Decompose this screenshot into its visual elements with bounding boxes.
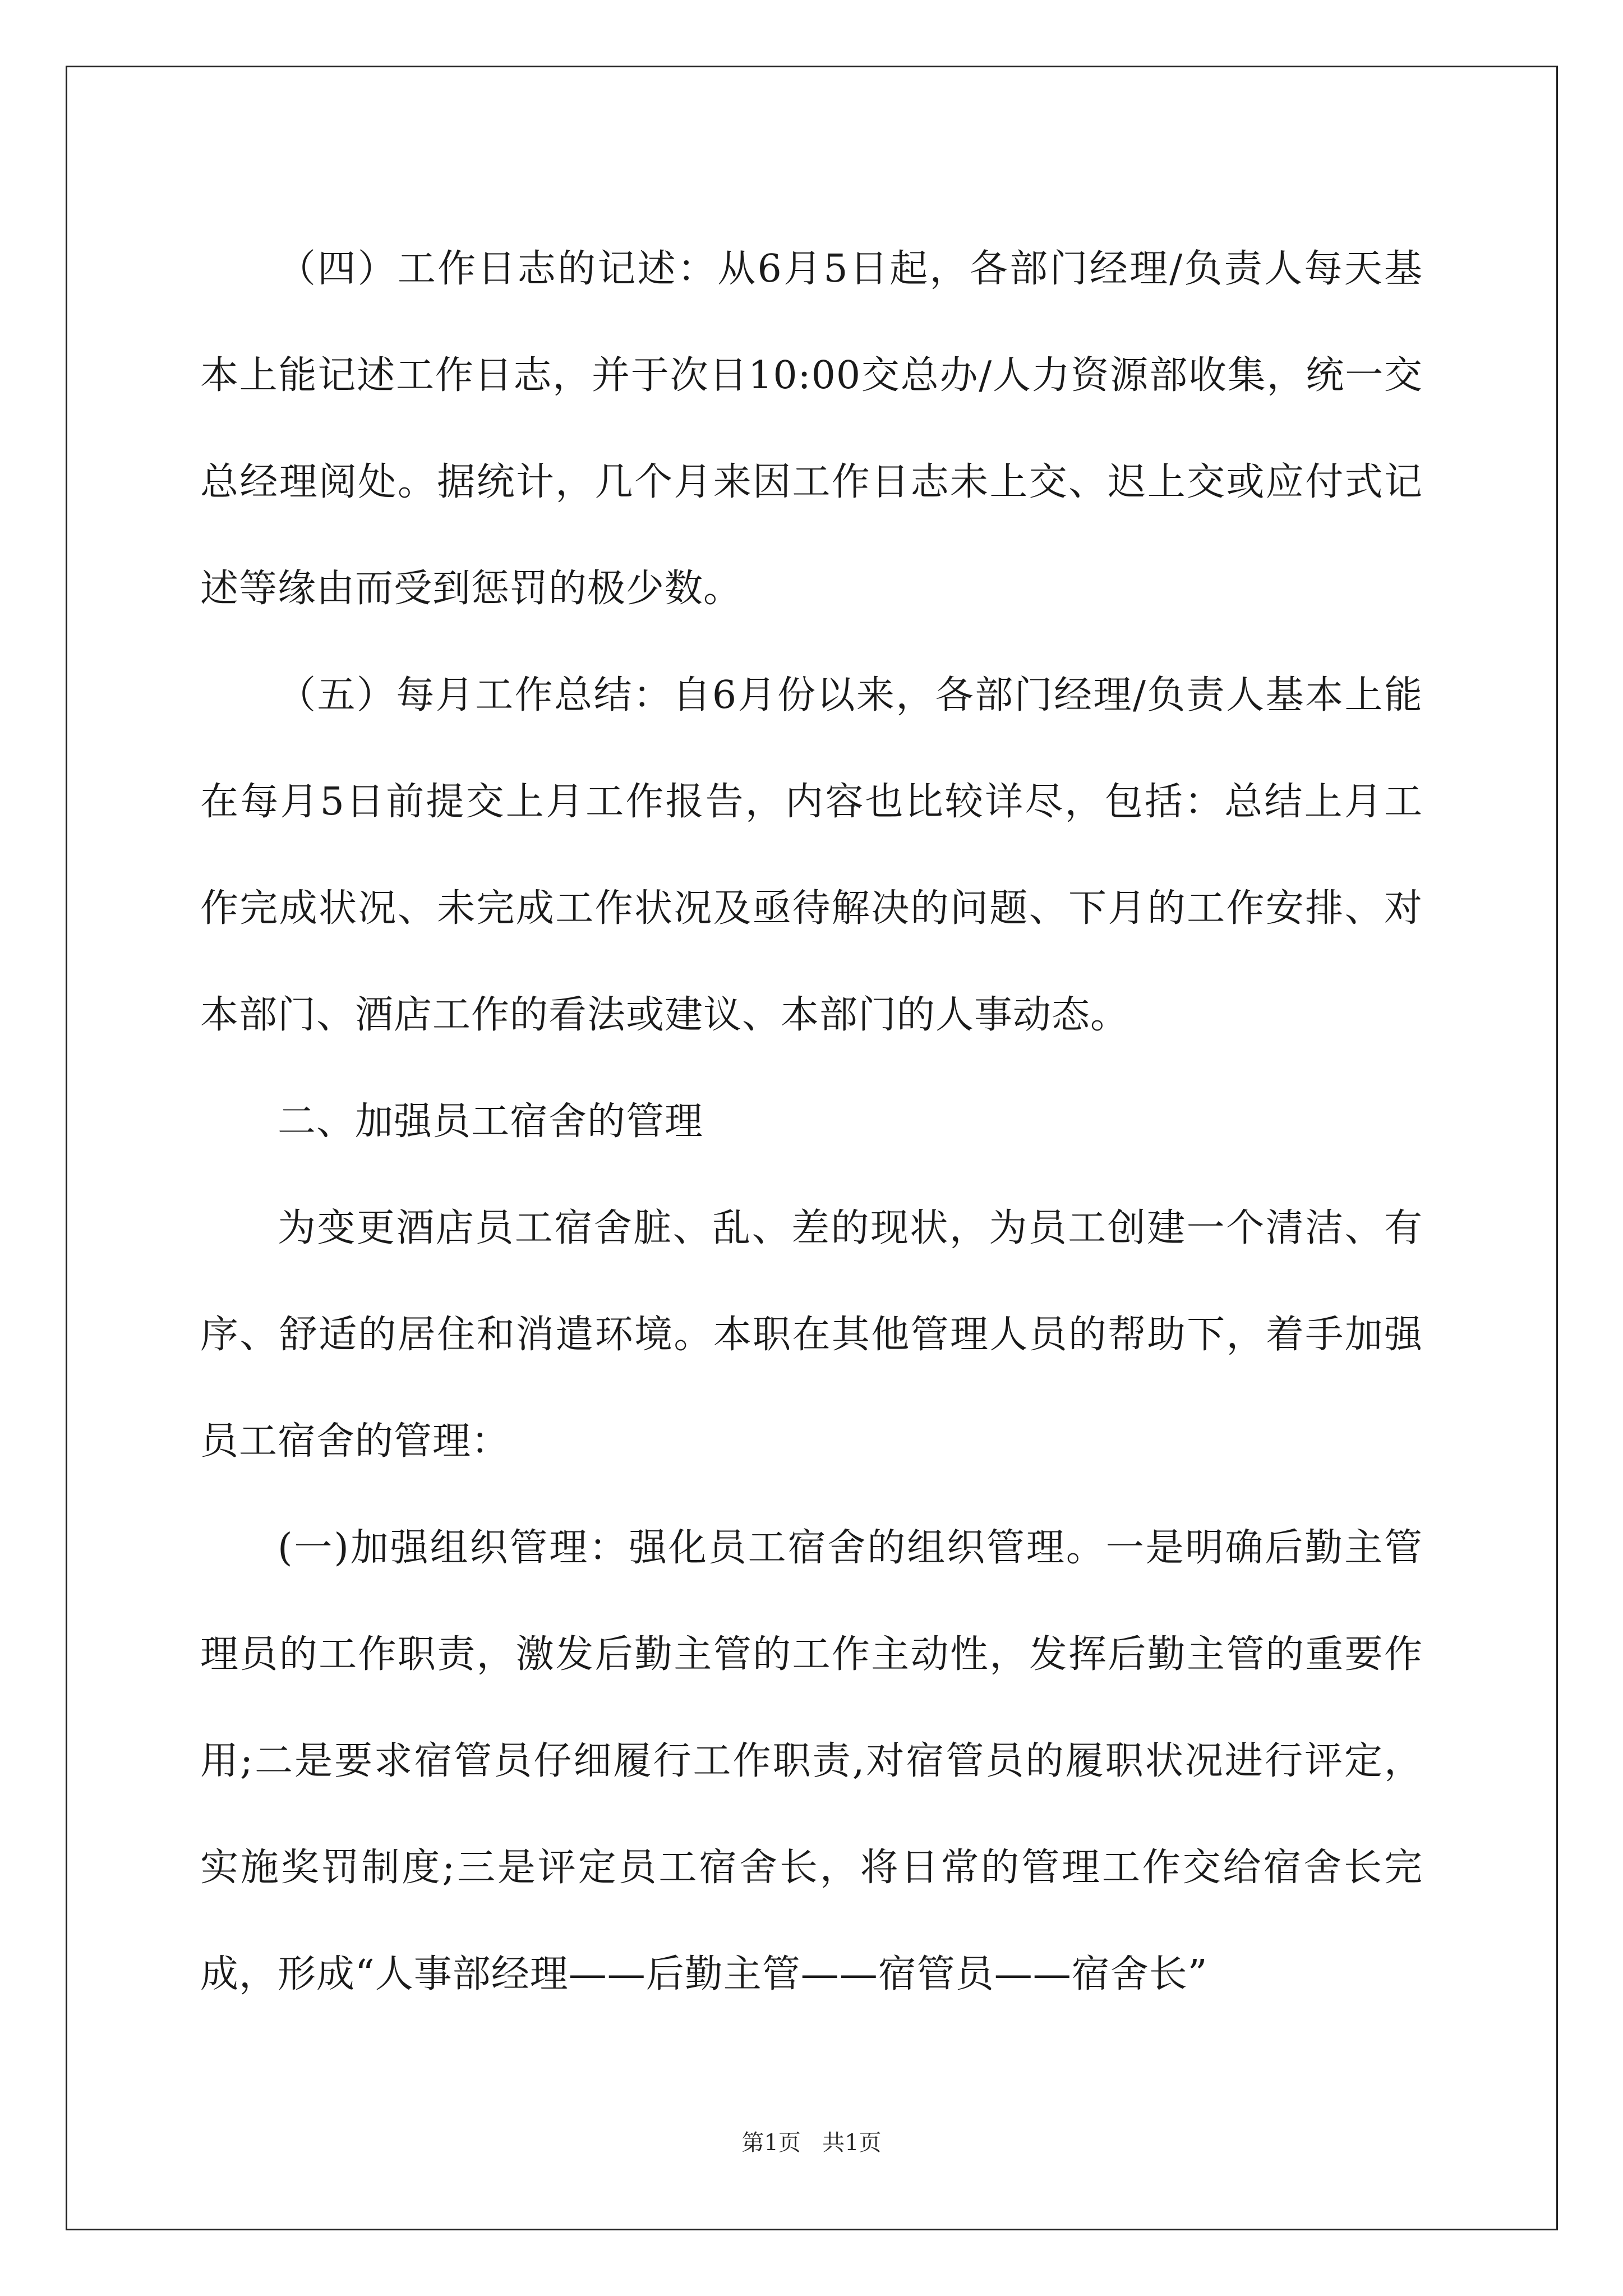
page-number: 第1页 (741, 2130, 801, 2156)
paragraph-work-log: （四）工作日志的记述：从6月5日起，各部门经理/负责人每天基本上能记述工作日志，并于次日10:00交总办/人力资源部收集，统一交总经理阅处。据统计，几个月来因工作日志未上交、迟上交或应付式记述等缘由而受到惩罚的极少数。 (200, 247, 1423, 611)
page-footer (0, 2129, 1623, 2157)
page-total: 共1页 (822, 2130, 882, 2156)
document-body (200, 216, 1423, 2028)
paragraph-dormitory-intro: 为变更酒店员工宿舍脏、乱、差的现状，为员工创建一个清洁、有序、舒适的居住和消遣环境。本职在其他管理人员的帮助下，着手加强员工宿舍的管理： (200, 1206, 1423, 1464)
paragraph-monthly-summary: （五）每月工作总结：自6月份以来，各部门经理/负责人基本上能在每月5日前提交上月工作报告，内容也比较详尽，包括：总结上月工作完成状况、未完成工作状况及亟待解决的问题、下月的工作安排、对本部门、酒店工作的看法或建议、本部门的人事动态。 (200, 673, 1423, 1037)
paragraph-organization-management: (一)加强组织管理：强化员工宿舍的组织管理。一是明确后勤主管理员的工作职责，激发后勤主管的工作主动性，发挥后勤主管的重要作用;二是要求宿管员仔细履行工作职责,对宿管员的履职状况进行评定，实施奖罚制度;三是评定员工宿舍长，将日常的管理工作交给宿舍长完成，形成“人事部经理——后勤主管——宿管员——宿舍长” (200, 1526, 1423, 1996)
section-heading-dormitory: 二、加强员工宿舍的管理 (278, 1099, 704, 1144)
